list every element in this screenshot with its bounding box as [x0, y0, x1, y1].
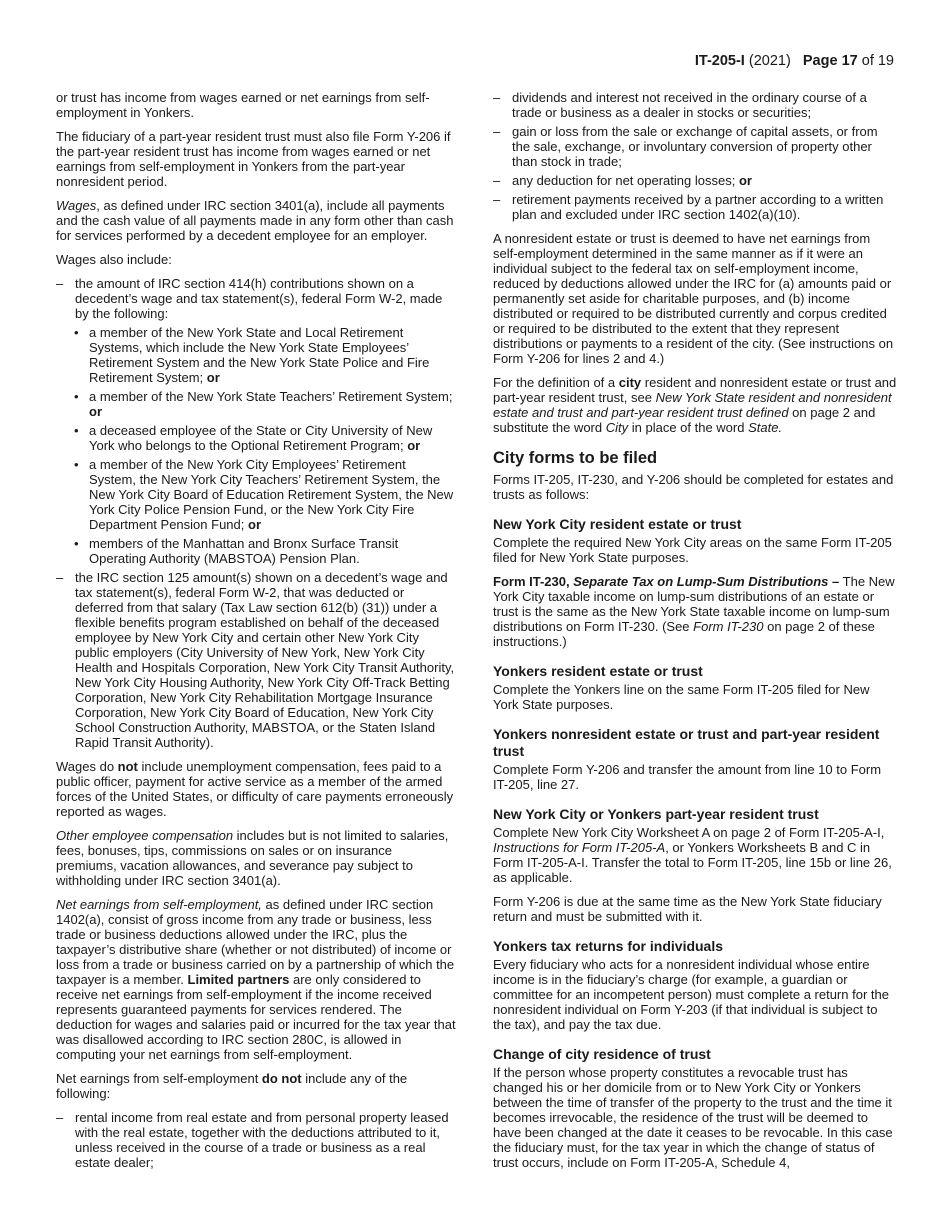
form-year: (2021): [748, 53, 791, 69]
page-number: 17: [841, 53, 858, 69]
list-item: – rental income from real estate and from personal property leased with the real estate, together with the deductions attributed to it, unless received in the course of a trade or business as a real estate dealer;: [56, 1110, 456, 1170]
wages-include-list: [56, 276, 456, 750]
subsection-heading: Yonkers nonresident estate or trust and part-year resident trust: [493, 726, 880, 759]
paragraph: Form Y-206 is due at the same time as the New York State fiduciary return and must be submitted with it.: [493, 894, 882, 924]
list-item: – any deduction for net operating losses; or: [493, 173, 898, 188]
paragraph: If the person whose property constitutes a revocable trust has changed his or her domicile from or to New York City or Yonkers between the time of transfer of the property to the trust and the time it becomes irrevocable, the residence of the trust will be deemed to have been changed at the date it ceases to be revocable. In this case the fiduciary must, for the tax year in which the change of status of trust occurs, include on Form IT-205-A, Schedule 4,: [493, 1065, 893, 1170]
paragraph: The fiduciary of a part-year resident trust must also file Form Y-206 if the part-year resident trust has income from wages earned or net earnings from self-employment in Yonkers from the part-year nonresident period.: [56, 129, 451, 189]
paragraph: Forms IT-205, IT-230, and Y-206 should be completed for estates and trusts as follows:: [493, 472, 894, 502]
list-item: • members of the Manhattan and Bronx Surface Transit Operating Authority (MABSTOA) Pension Plan.: [56, 536, 456, 566]
wages-include-intro: Wages also include:: [56, 252, 172, 267]
left-column: [56, 90, 456, 1174]
list-item: – the IRC section 125 amount(s) shown on a decedent’s wage and tax statement(s), federal Form W-2, that was deducted or deferred from that salary (Tax Law section 612(b) (31)) under a flexible benefits program established on behalf of the deceased employee by New York City and certain other New York City public employers (City University of New York, New York City Health and Hospitals Corporation, New York City Transit Authority, New York City Housing Authority, New York City Off-Track Betting Corporation, New York City Rehabilitation Mortgage Insurance Corporation, New York City Board of Education, New York City School Construction Authority, MABSTOA, or the Staten Island Rapid Transit Authority).: [56, 570, 456, 750]
list-item: • a deceased employee of the State or City University of New York who belongs to the Optional Retirement Program; or: [56, 423, 456, 453]
list-item: – retirement payments received by a partner according to a written plan and excluded under IRC section 1402(a)(10).: [493, 192, 898, 222]
paragraph: Complete Form Y-206 and transfer the amount from line 10 to Form IT-205, line 27.: [493, 762, 882, 792]
paragraph: or trust has income from wages earned or net earnings from self-employment in Yonkers.: [56, 90, 430, 120]
list-item: – gain or loss from the sale or exchange of capital assets, or from the sale, exchange, or involuntary conversion of property other than stock in trade;: [493, 124, 898, 169]
list-item: • a member of the New York City Employees’ Retirement System, the New York City Teachers’ Retirement System, the New York City Board of Education Retirement System, the New York City Police Pension Fund, or the New York City Fire Department Pension Fund; or: [56, 457, 456, 532]
net-earnings-exclusions: Net earnings from self-employment do not include any of the following:: [56, 1071, 408, 1101]
other-compensation: Other employee compensation includes but is not limited to salaries, fees, bonuses, tips, commissions on sales or on insurance premiums, vacation allowances, and severance pay subject to withholding under IRC section 3401(a).: [56, 828, 449, 888]
list-item: – the amount of IRC section 414(h) contributions shown on a decedent’s wage and tax statement(s), federal Form W-2, made by the following: • a member of the New York State and Local Retirement Systems, which include the New York State Employees’ Retirement System and the New York State Police and Fire Retirement System; or • a member of the New York State Teachers’ Retirement System; or • a deceased employee of the State or City University of New York who belongs to the Optional Retirement Program; or • a member of the New York City Employees’ Retirement System, the New York City Teachers’ Retirement System, the New York City Board of Education Retirement System, the New York City Police Pension Fund, or the New York City Fire Department Pension Fund; or • members of the Manhattan and Bronx Surface Transit Operating Authority (MABSTOA) Pension Plan.: [56, 276, 456, 566]
form-number: IT-205-I: [694, 53, 745, 69]
paragraph: A nonresident estate or trust is deemed to have net earnings from self-employment determined in the same manner as if it were an individual subject to the federal tax on self-employment income, reduced by deductions allowed under the IRC for (a) amounts paid or permanently set aside for charitable purposes, and (b) income distributed or required to be distributed currently and corpus credited or required to be distributed to the extent that they represent distributions or payments to a resident of the city. (See instructions on Form Y-206 for lines 2 and 4.): [493, 231, 894, 366]
wages-exclusions: Wages do not include unemployment compensation, fees paid to a public officer, payment for active service as a member of the armed forces of the United States, or difficulty of care payments erroneously reported as wages.: [56, 759, 454, 819]
list-item: • a member of the New York State Teachers’ Retirement System; or: [56, 389, 456, 419]
subsection-heading: New York City resident estate or trust: [493, 516, 742, 532]
right-column: [493, 90, 898, 1179]
net-earnings-exclusion-list: [493, 90, 898, 222]
subsection-heading: Yonkers resident estate or trust: [493, 663, 703, 679]
page-header: [695, 53, 894, 69]
wages-definition: Wages, as defined under IRC section 3401(a), include all payments and the cash value of all payments made in any form other than cash for services performed by a decedent employee for an employer.: [56, 198, 454, 243]
subsection-heading: New York City or Yonkers part-year resident trust: [493, 806, 819, 822]
list-item: – dividends and interest not received in the ordinary course of a trade or business as a dealer in stocks or securities;: [493, 90, 898, 120]
paragraph: Every fiduciary who acts for a nonresident individual whose entire income is in the fiduciary’s charge (for example, a guardian or committee for an incompetent person) must complete a return for the nonresident individual on Form Y-203 (if that individual is subject to the tax), and pay the tax due.: [493, 957, 889, 1032]
city-definition: For the definition of a city resident and nonresident estate or trust and part-year resident trust, see New York State resident and nonresident estate and trust and part-year resident trust defined on page 2 and substitute the word City in place of the word State.: [493, 375, 897, 435]
section-heading: City forms to be filed: [493, 449, 658, 467]
page-label: Page: [802, 53, 838, 69]
part-year-paragraph: Complete New York City Worksheet A on page 2 of Form IT-205-A-I, Instructions for Form IT-205-A, or Yonkers Worksheets B and C in Form IT-205-A-I. Transfer the total to Form IT-205, line 15b or line 26, as applicable.: [493, 825, 892, 885]
subsection-heading: Yonkers tax returns for individuals: [493, 938, 724, 954]
form-it230-paragraph: Form IT-230, Separate Tax on Lump-Sum Distributions – The New York City taxable income on lump-sum distributions of an estate or trust is the same as the New York State taxable income on lump-sum distributions on Form IT-230. (See Form IT-230 on page 2 of these instructions.): [493, 574, 895, 649]
list-item: • a member of the New York State and Local Retirement Systems, which include the New York State Employees’ Retirement System and the New York State Police and Fire Retirement System; or: [56, 325, 456, 385]
page-total: of 19: [861, 53, 894, 69]
net-earnings-definition: Net earnings from self-employment, as defined under IRC section 1402(a), consist of gross income from any trade or business, less trade or business deductions allowed under the IRC, plus the taxpayer’s distributive share (whether or not distributed) of income or loss from a trade or business carried on by a partnership of which the taxpayer is a member. Limited partners are only considered to receive net earnings from self-employment if the income received represents guaranteed payments for services rendered. The deduction for wages and salaries paid or incurred for the tax year that was disallowed according to IRC section 280C, is allowed in computing your net earnings from self-employment.: [56, 897, 456, 1062]
paragraph: Complete the Yonkers line on the same Form IT-205 filed for New York State purposes.: [493, 682, 870, 712]
subsection-heading: Change of city residence of trust: [493, 1046, 711, 1062]
paragraph: Complete the required New York City areas on the same Form IT-205 filed for New York State purposes.: [493, 535, 892, 565]
